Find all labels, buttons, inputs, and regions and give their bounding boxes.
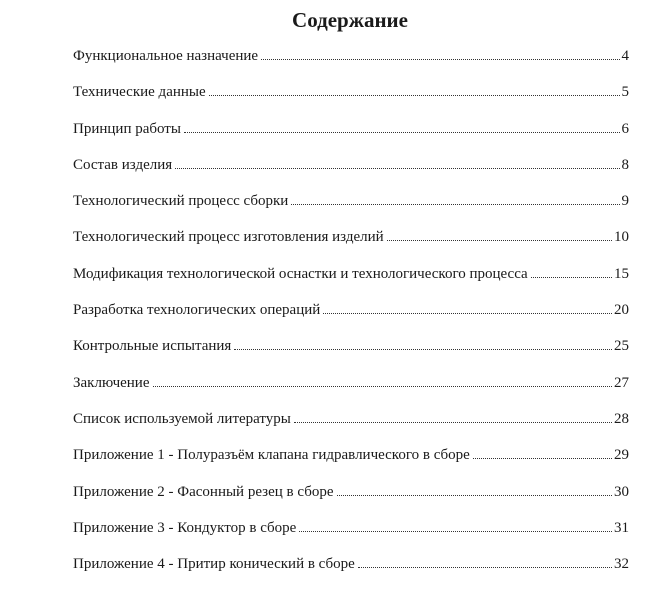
dot-leader [358,566,612,568]
toc-entry-page-number: 32 [614,556,629,573]
dot-leader [337,494,613,496]
dot-leader [291,203,619,205]
toc-entry [73,372,629,408]
toc-entry [73,154,629,190]
toc-entry [73,263,629,299]
toc-entry [73,45,629,81]
toc-entry-page-number: 6 [621,120,629,137]
toc-entry-page-number: 8 [621,156,629,173]
dot-leader [153,385,613,387]
toc-entry-page-number: 31 [614,519,629,536]
dot-leader [323,312,612,314]
dot-leader [531,276,612,278]
toc-entry-title: Состав изделия [73,156,173,173]
toc-entry-title: Принцип работы [73,120,181,137]
toc-entry-title: Контрольные испытания [73,338,232,355]
toc-entry-page-number: 25 [614,338,629,355]
dot-leader [234,348,612,350]
toc-entry-page-number: 4 [621,48,629,64]
toc-entry [73,190,629,226]
toc-entry-page-number: 27 [614,374,629,391]
toc-entry-title: Приложение 3 - Кондуктор в сборе [73,519,297,536]
toc-entry [73,408,629,444]
toc-entry [73,226,629,262]
toc-entry-title: Модификация технологической оснастки и технологического процесса [73,265,528,282]
dot-leader [184,131,620,133]
toc-entry-page-number: 9 [621,193,629,210]
dot-leader [473,457,612,459]
toc-entry-title: Разработка технологических операций [73,302,321,319]
toc-entry [73,118,629,154]
toc-entry-page-number: 5 [621,84,629,101]
toc-entry [73,444,629,480]
toc-entry [73,481,629,517]
dot-leader [299,530,612,532]
toc-entry [73,553,629,589]
toc-entry-page-number: 28 [614,410,629,427]
dot-leader [209,94,620,96]
toc-entry-title: Список используемой литературы [73,410,291,427]
dot-leader [387,239,612,241]
toc-entry-page-number: 15 [614,265,629,282]
toc-entry-title: Приложение 2 - Фасонный резец в сборе [73,483,334,500]
toc-entry [73,517,629,553]
toc-entry [73,81,629,117]
toc-entry-title: Технические данные [73,84,206,101]
dot-leader [294,421,612,423]
toc-entry-title: Технологический процесс изготовления изделий [73,229,384,246]
toc-title: Содержание [292,8,408,32]
toc-entry-title: Приложение 1 - Полуразъём клапана гидравлического в сборе [73,447,470,464]
toc-entry [73,299,629,335]
toc-entry-title: Технологический процесс сборки [73,193,289,210]
toc-entry-page-number: 10 [614,229,629,246]
toc-entry-page-number: 29 [614,447,629,464]
toc-list [73,45,629,589]
dot-leader [261,58,619,60]
toc-entry-title: Приложение 4 - Притир конический в сборе [73,556,355,573]
toc-entry-title: Заключение [73,374,150,391]
dot-leader [175,167,619,169]
toc-entry-title: Функциональное назначение [73,48,259,64]
toc-entry [73,335,629,371]
toc-entry-page-number: 30 [614,483,629,500]
toc-entry-page-number: 20 [614,302,629,319]
